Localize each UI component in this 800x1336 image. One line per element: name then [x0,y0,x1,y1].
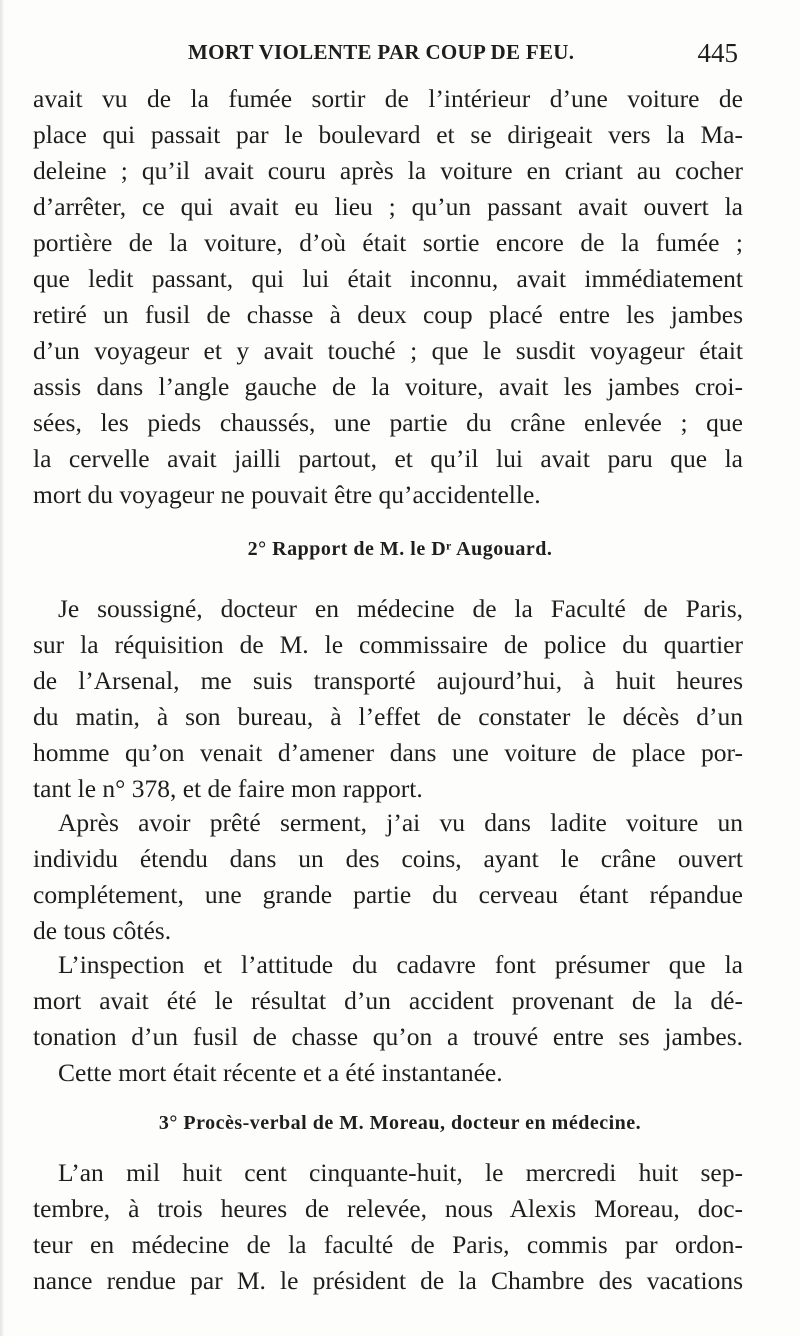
page-header [0,38,800,68]
text-line: deleine ; qu’il avait couru après la voiture en criant au cocher [33,156,743,185]
text-line: L’inspection et l’attitude du cadavre font présumer que la [58,950,743,979]
text-line: de tous côtés. [33,916,172,945]
text-line: de l’Arsenal, me suis transporté aujourd’hui, à huit heures [33,666,743,695]
text-line: nance rendue par M. le président de la Chambre des vacations [33,1266,743,1295]
section-heading: 2° Rapport de M. le Dʳ Augouard. [247,538,553,560]
text-line: mort du voyageur ne pouvait être qu’accidentelle. [33,480,541,509]
section-heading: 3° Procès-verbal de M. Moreau, docteur en médecine. [158,1112,642,1134]
text-line: complétement, une grande partie du cerveau étant répandue [33,880,743,909]
text-line: tembre, à trois heures de relevée, nous Alexis Moreau, doc- [33,1194,743,1223]
text-line: assis dans l’angle gauche de la voiture, avait les jambes croi- [33,372,743,401]
text-line: Je soussigné, docteur en médecine de la Faculté de Paris, [58,594,743,623]
text-line: d’un voyageur et y avait touché ; que le susdit voyageur était [33,336,743,365]
text-line: mort avait été le résultat d’un accident provenant de la dé- [33,986,743,1015]
page-number: 445 [697,38,738,68]
text-line: du matin, à son bureau, à l’effet de constater le décès d’un [33,702,743,731]
text-line: la cervelle avait jailli partout, et qu’il lui avait paru que la [33,444,743,473]
page-edge-left [0,0,4,1336]
text-line: Cette mort était récente et a été instantanée. [58,1058,503,1087]
text-line: teur en médecine de la faculté de Paris, commis par ordon- [33,1230,743,1259]
text-line: avait vu de la fumée sortir de l’intérieur d’une voiture de [33,84,743,113]
running-head: MORT VIOLENTE PAR COUP DE FEU. [188,40,575,64]
text-line: L’an mil huit cent cinquante-huit, le mercredi huit sep- [58,1158,743,1187]
text-line: que ledit passant, qui lui était inconnu, avait immédiatement [33,264,743,293]
text-line: tonation d’un fusil de chasse qu’on a trouvé entre ses jambes. [33,1022,743,1051]
text-line: individu étendu dans un des coins, ayant le crâne ouvert [33,844,743,873]
text-line: place qui passait par le boulevard et se dirigeait vers la Ma- [33,120,743,149]
text-line: homme qu’on venait d’amener dans une voiture de place por- [33,738,743,767]
text-line: tant le n° 378, et de faire mon rapport. [33,774,423,803]
text-line: Après avoir prêté serment, j’ai vu dans ladite voiture un [58,808,743,837]
text-line: sées, les pieds chaussés, une partie du crâne enlevée ; que [33,408,743,437]
text-line: retiré un fusil de chasse à deux coup placé entre les jambes [33,300,743,329]
text-line: d’arrêter, ce qui avait eu lieu ; qu’un passant avait ouvert la [33,192,743,221]
text-line: sur la réquisition de M. le commissaire de police du quartier [33,630,743,659]
text-line: portière de la voiture, d’où était sortie encore de la fumée ; [33,228,743,257]
